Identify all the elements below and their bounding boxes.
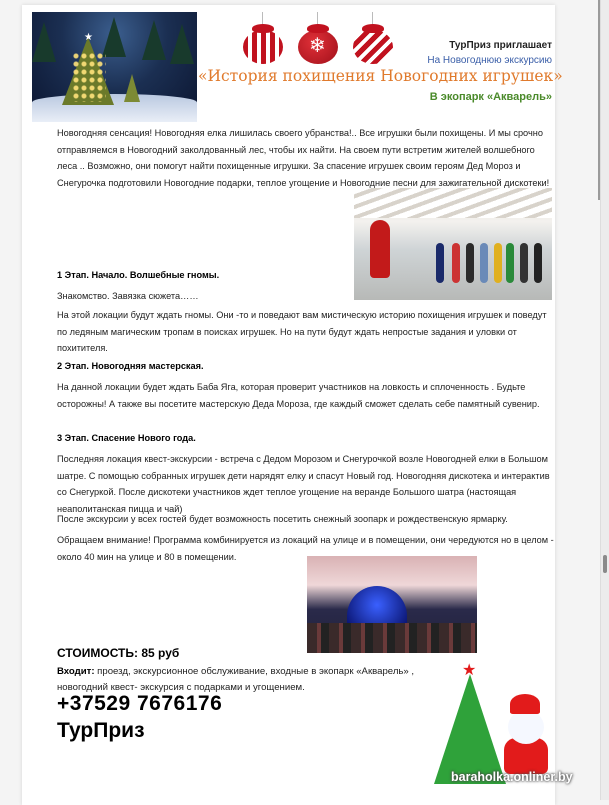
- stage-2-text: На данной локации будет ждать Баба Яга, которая проверит участников на ловкость и сплоченность . Будьте осторожны! А также вы посетите мастерскую Деда Мороза, где каждый сможет сделать себе памятный сувенир.: [57, 382, 540, 409]
- santa-figure: [370, 220, 390, 278]
- excursion-title: «История похищения Новогодних игрушек»: [198, 67, 563, 85]
- snow: [32, 94, 197, 122]
- striped-ornament-icon: [240, 12, 286, 64]
- star-icon: ★: [84, 32, 93, 43]
- disco-photo: [307, 556, 477, 653]
- snowflake-ornament-icon: ❄: [295, 12, 341, 64]
- includes-details: проезд, экскурсионное обслуживание, входные в экопарк «Акварель» , новогодний квест- экскурсия с подарками и угощением.: [57, 666, 415, 693]
- christmas-tree-icon: [434, 674, 506, 784]
- after-paragraph: После экскурсии у всех гостей будет возможность посетить снежный зоопарк и рождественскую ярмарку.: [57, 514, 508, 524]
- stage-3-text: Последняя локация квест-экскурсии - встреча с Дедом Морозом и Снегурочкой возле Новогодней елки в Большом шатре. С помощью собранных игрушек дети нарядят елку и спасут Новый год. Новогодняя дискотека и интерактив со Снегуркой. После дискотеки участников ждет теплое угощение на веранде Большого шатра (настоящая неаполитанская пицца и чай): [57, 454, 550, 514]
- swirl-ornament-icon: [350, 12, 396, 64]
- stage-1-lead: Знакомство. Завязка сюжета……: [57, 291, 199, 301]
- crowd: [307, 623, 477, 653]
- bg-tree: [170, 24, 194, 64]
- includes-label: Входит:: [57, 666, 95, 677]
- star-icon: ★: [462, 662, 477, 679]
- watermark: baraholka.onliner.by: [451, 770, 573, 784]
- stage: [347, 586, 407, 624]
- stage-2-title: 2 Этап. Новогодняя мастерская.: [57, 361, 204, 371]
- bg-tree: [142, 20, 166, 60]
- notice-paragraph: Обращаем внимание! Программа комбинируется из локаций на улице и в помещении, они чередуются но в целом - около 40 мин на улице и 80 в помещении.: [57, 535, 554, 562]
- excursion-subtitle: На Новогоднюю экскурсию: [427, 55, 552, 66]
- price-label: СТОИМОСТЬ: 85 руб: [57, 646, 180, 660]
- scrollbar[interactable]: [600, 0, 609, 800]
- brand-name: ТурПриз: [57, 719, 145, 742]
- scrollbar-thumb[interactable]: [603, 555, 607, 573]
- santa-photo: [354, 188, 552, 300]
- stage-3-title: 3 Этап. Спасение Нового года.: [57, 433, 196, 443]
- small-tree: [124, 74, 140, 102]
- santa-icon: [500, 694, 554, 780]
- intro-paragraph: Новогодняя сенсация! Новогодняя елка лишилась своего убранства!.. Все игрушки были похищены. И мы срочно отправляемся в Новогодний заколдованный лес, чтобы их найти. На своем пути встретим жителей волшебного леса .. Возможно, они помогут найти похищенные игрушки. За спасение игрушек своим героям Дед Мороз и Снегурочка подготовили Новогодние подарки, теплое угощение и Новогодние песни для зажигательной дискотеки!: [57, 128, 550, 188]
- tree-lights: [72, 52, 106, 102]
- hero-image: [32, 12, 197, 122]
- phone-number: +37529 7676176: [57, 692, 223, 715]
- stage-1-text: На этой локации будут ждать гномы. Они -то и поведают вам мистическую историю похищения игрушек и поведут по ледяным магическим тропам в поисках игрушек. Но на пути будут ждать непростые задания и уловки от похитителя.: [57, 310, 547, 353]
- bg-tree: [32, 22, 56, 62]
- place-text: В экопарк «Акварель»: [429, 91, 552, 103]
- stage-1-title: 1 Этап. Начало. Волшебные гномы.: [57, 270, 220, 280]
- invite-text: ТурПриз приглашает: [449, 40, 552, 51]
